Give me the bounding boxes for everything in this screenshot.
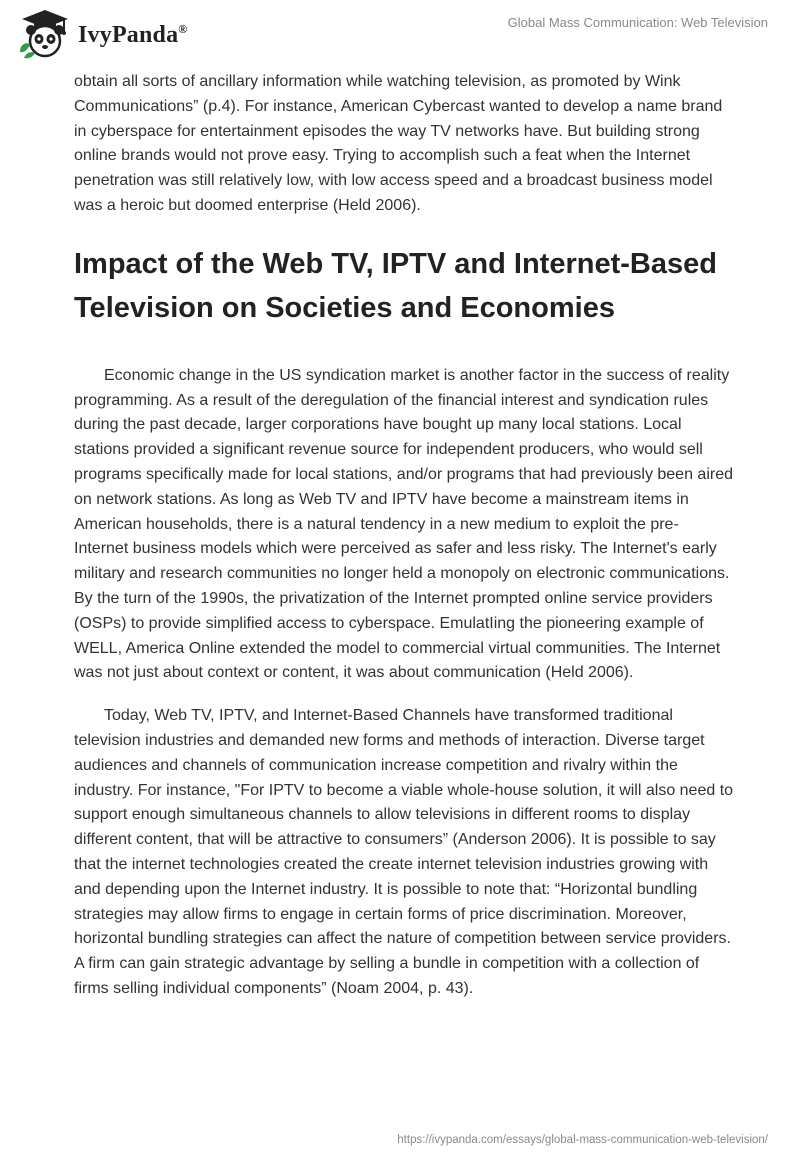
essay-content <box>74 70 736 1002</box>
brand-logo[interactable] <box>16 8 226 60</box>
body-paragraph-1: Economic change in the US syndication market is another factor in the success of reality programming. As a result of the deregulation of the financial interest and syndication rules during the past decade, larger corporations have bought up many local stations. Local stations provided a significant revenue source for independent producers, who would sell programs specifically made for local stations, and/or programs that had previously been aired on network stations. As long as Web TV and IPTV have become a mainstream items in American households, there is a natural tendency in a new medium to exploit the pre- Internet business models which were perceived as safer and less risky. The Internet's early military and research communities no longer held a monopoly on electronic communications. By the turn of the 1990s, the privatization of the Internet prompted online service providers (OSPs) to provide simplified access to cyberspace. EmulatIing the pioneering example of WELL, America Online extended the model to commercial virtual communities. The Internet was not just about context or content, it was about communication (Held 2006). <box>74 366 733 682</box>
intro-paragraph: obtain all sorts of ancillary information while watching television, as promoted by Wink Communications” (p.4). For instance, American Cybercast wanted to develop a name brand in cyberspace for entertainment episodes the way TV networks have. But building strong online brands would not prove easy. Trying to accomplish such a feat when the Internet penetration was still relatively low, with low access speed and a broadcast business model was a heroic but doomed enterprise (Held 2006). <box>74 73 723 214</box>
panda-graduate-icon <box>16 8 74 60</box>
page-header <box>0 0 800 70</box>
source-url[interactable]: https://ivypanda.com/essays/global-mass-communication-web-television/ <box>397 1134 768 1146</box>
document-title: Global Mass Communication: Web Television <box>507 15 768 30</box>
brand-name: IvyPanda® <box>78 22 188 48</box>
body-paragraph-2: Today, Web TV, IPTV, and Internet-Based Channels have transformed traditional television industries and demanded new forms and methods of interaction. Diverse target audiences and channels of communication increase competition and rivalry within the industry. For instance, "For IPTV to become a viable whole-house solution, it will also need to support enough simultaneous channels to allow televisions in different rooms to display different content, that will be attractive to consumers” (Anderson 2006). It is possible to say that the internet technologies created the create internet television industries growing with and depending upon the Internet industry. It is possible to note that: “Horizontal bundling strategies may allow firms to engage in certain forms of price discrimination. Moreover, horizontal bundling strategies can affect the nature of competition between service providers. A firm can gain strategic advantage by selling a bundle in competition with a collection of firms selling individual components” (Noam 2004, p. 43). <box>74 707 734 997</box>
section-heading: Impact of the Web TV, IPTV and Internet-Based Television on Societies and Economies <box>74 247 717 324</box>
